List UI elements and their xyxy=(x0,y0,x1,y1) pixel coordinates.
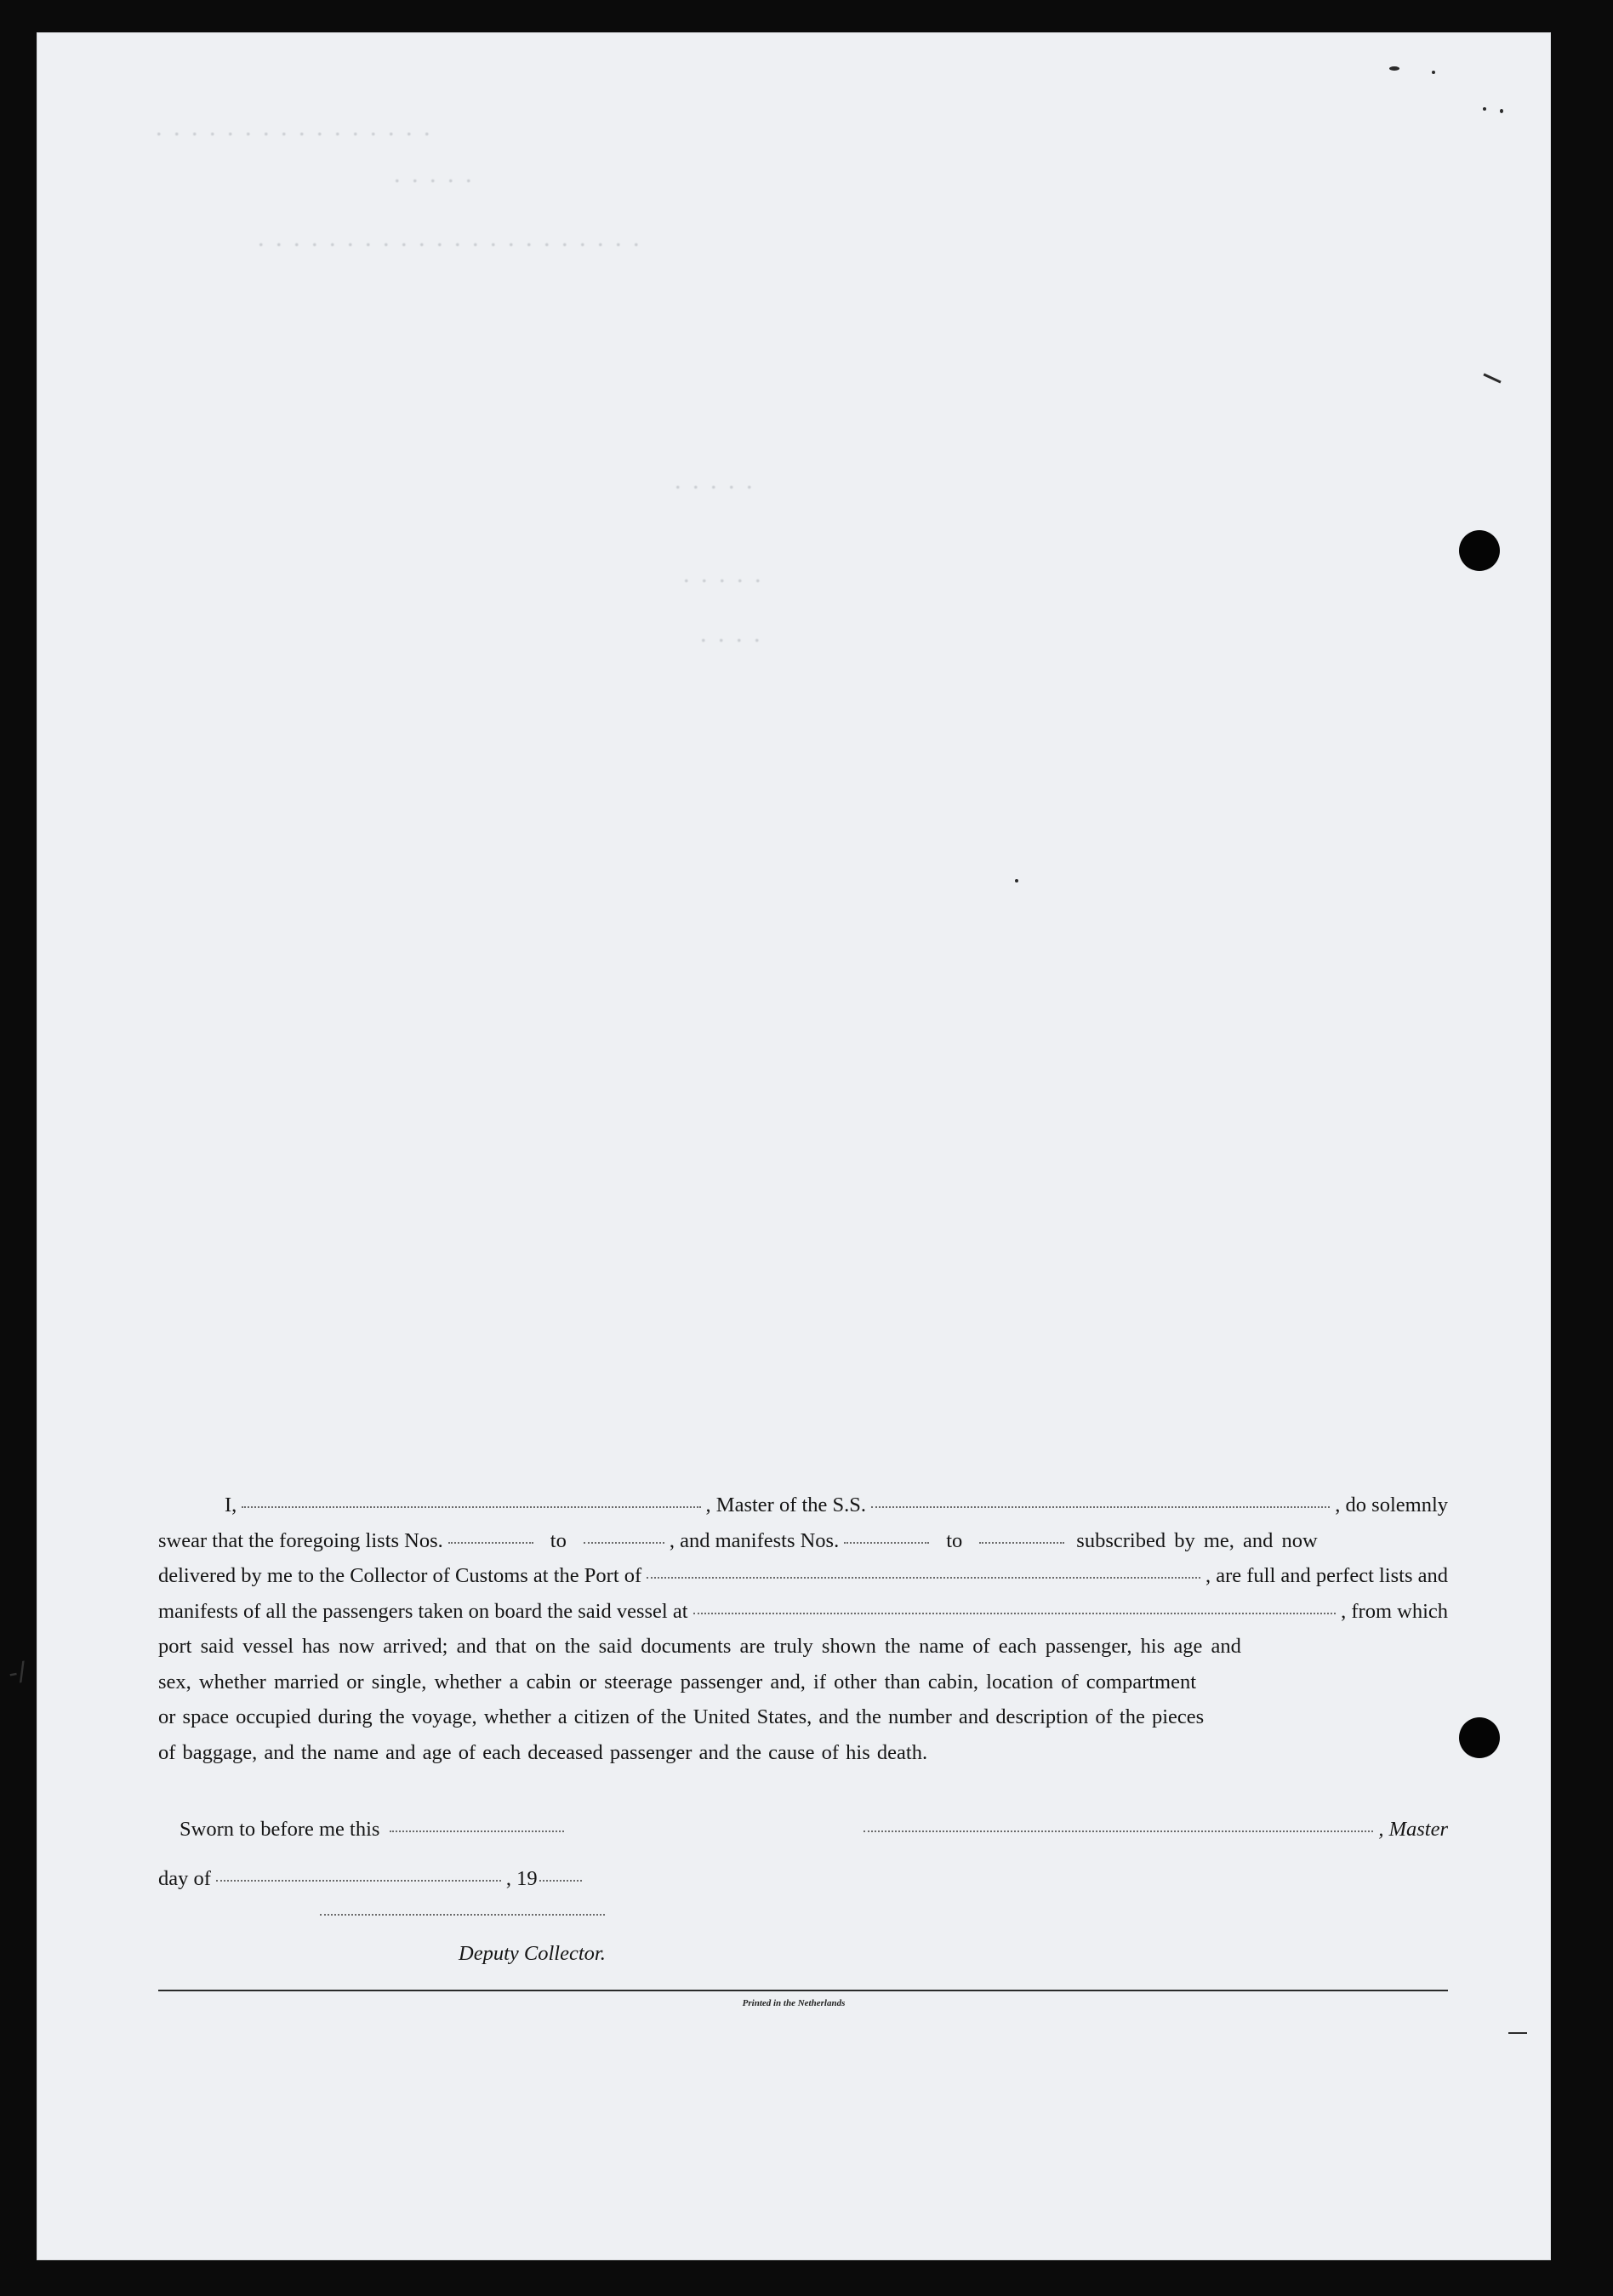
margin-pencil-mark: -/ xyxy=(6,1656,29,1689)
year-blank xyxy=(539,1879,582,1882)
deputy-line-row xyxy=(158,1916,1448,1942)
deputy-label-row xyxy=(158,1942,1448,1991)
oath-full-perfect: , are full and perfect lists and xyxy=(1205,1564,1448,1587)
master-signature-blank xyxy=(863,1830,1373,1832)
oath-manifests-all: manifests of all the passengers taken on board the said vessel at xyxy=(158,1599,688,1623)
signature-block xyxy=(158,1818,1448,1991)
oath-and-manifests: , and manifests Nos. xyxy=(669,1528,840,1552)
oath-delivered: delivered by me to the Collector of Customs at the Port of xyxy=(158,1564,642,1587)
oath-paragraph xyxy=(158,1488,1448,1770)
port-of-arrival-blank xyxy=(647,1576,1200,1579)
oath-line-1 xyxy=(158,1488,1448,1523)
speck xyxy=(1432,71,1435,74)
oath-from-which: , from which xyxy=(1341,1599,1448,1623)
bleed-through-text: . . . . xyxy=(700,620,763,648)
year-prefix: , 19 xyxy=(505,1867,538,1890)
oath-swear: swear that the foregoing lists Nos. xyxy=(158,1528,443,1552)
sworn-date-blank xyxy=(390,1830,564,1832)
oath-master-of-ss: , Master of the S.S. xyxy=(705,1494,867,1516)
speck xyxy=(1015,879,1018,882)
oath-line-5-text: port said vessel has now arrived; and that on the said documents are truly shown the name of each passenger, his age and xyxy=(158,1635,1241,1658)
speck xyxy=(1500,109,1503,113)
bleed-through-text: . . . . . . . . . . . . . . . . . . . . . . xyxy=(258,224,642,252)
speck xyxy=(1389,66,1399,71)
master-name-blank xyxy=(242,1505,700,1508)
punch-hole xyxy=(1459,530,1500,571)
deputy-signature-blank xyxy=(320,1913,605,1916)
oath-line-4 xyxy=(158,1594,1448,1630)
speck xyxy=(1483,107,1486,111)
speck xyxy=(1508,2032,1527,2034)
bleed-through-text: . . . . . xyxy=(394,160,475,188)
footer-rule xyxy=(158,1990,1448,1991)
bleed-through-text: . . . . . . . . . . . . . . . . xyxy=(156,113,433,141)
oath-line-8-text: of baggage, and the name and age of each deceased passenger and the cause of his death. xyxy=(158,1740,928,1764)
oath-line-7-text: or space occupied during the voyage, whether a citizen of the United States, and the number and description of the pieces xyxy=(158,1705,1205,1728)
ship-name-blank xyxy=(871,1505,1330,1508)
oath-line-2 xyxy=(158,1523,1448,1559)
oath-line-7 xyxy=(158,1699,1448,1735)
oath-line-6-text: sex, whether married or single, whether a cabin or steerage passenger and, if other than cabin, location of compartment xyxy=(158,1670,1197,1693)
lists-to-blank xyxy=(584,1541,664,1544)
oath-line-6 xyxy=(158,1665,1448,1700)
oath-line-8 xyxy=(158,1735,1448,1771)
lists-from-blank xyxy=(448,1541,533,1544)
oath-to-1: to xyxy=(550,1528,567,1552)
document-page xyxy=(37,32,1551,2260)
oath-subscribed: subscribed by me, and now xyxy=(1076,1528,1318,1552)
speck xyxy=(1483,373,1501,383)
manifests-to-blank xyxy=(979,1541,1064,1544)
month-blank xyxy=(216,1879,501,1882)
oath-do-solemnly: , do solemnly xyxy=(1335,1494,1449,1516)
oath-i: I, xyxy=(225,1494,237,1516)
punch-hole xyxy=(1459,1717,1500,1758)
deputy-collector-label: Deputy Collector. xyxy=(459,1942,606,1965)
bleed-through-text: . . . . . xyxy=(675,466,755,494)
day-of-text: day of xyxy=(158,1867,211,1890)
sworn-row xyxy=(158,1818,1448,1867)
master-label: , Master xyxy=(1378,1818,1448,1841)
oath-line-5 xyxy=(158,1629,1448,1665)
sworn-text: Sworn to before me this xyxy=(180,1818,380,1841)
port-of-departure-blank xyxy=(693,1612,1337,1614)
printed-in-netherlands: Printed in the Netherlands xyxy=(742,1998,846,2008)
bleed-through-text: . . . . . xyxy=(683,560,764,588)
oath-line-3 xyxy=(158,1558,1448,1594)
oath-to-2: to xyxy=(946,1528,963,1552)
manifests-from-blank xyxy=(844,1541,929,1544)
day-of-row xyxy=(158,1867,1448,1916)
